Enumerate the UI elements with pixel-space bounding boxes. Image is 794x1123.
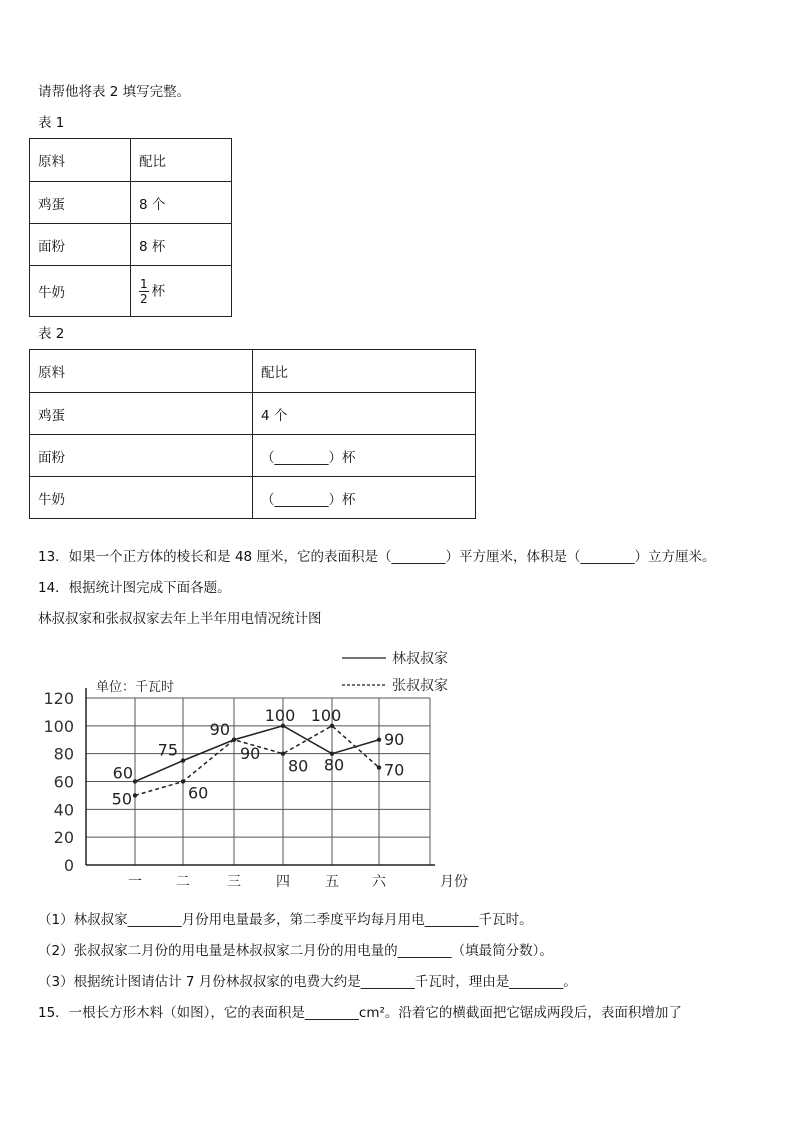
table2	[29, 349, 476, 519]
y-tick-label: 60	[53, 772, 74, 792]
table-cell: 面粉	[30, 224, 131, 266]
table-cell: 原料	[30, 139, 131, 182]
table-row	[30, 350, 476, 393]
table-cell: 鸡蛋	[30, 182, 131, 224]
table-cell: （________）杯	[253, 477, 476, 519]
question-14: 14．根据统计图完成下面各题。	[38, 580, 231, 596]
data-label: 100	[310, 705, 342, 725]
sub-question-2: （2）张叔叔家二月份的用电量是林叔叔家二月份的用电量的________（填最简分数）。	[38, 943, 553, 959]
data-point	[181, 779, 185, 783]
table2-caption: 表 2	[38, 326, 65, 342]
x-tick-label: 六	[372, 874, 386, 890]
unit-label: 单位：千瓦时	[96, 680, 175, 695]
x-axis-label: 月份	[440, 874, 468, 890]
data-label: 80	[323, 755, 345, 775]
y-tick-label: 0	[63, 856, 74, 875]
x-tick-label: 三	[227, 874, 241, 890]
x-tick-label: 一	[128, 874, 142, 890]
table-cell: 8 个	[131, 182, 232, 224]
data-label: 90	[240, 743, 261, 763]
data-label: 60	[112, 763, 133, 783]
table-cell: 8 杯	[131, 224, 232, 266]
chart-legend	[342, 650, 448, 694]
table-cell: 配比	[131, 139, 232, 182]
y-tick-label: 20	[53, 828, 74, 848]
data-point	[133, 779, 137, 783]
table-cell: （________）杯	[253, 435, 476, 477]
x-tick-label: 五	[325, 874, 339, 890]
table-row	[30, 139, 232, 182]
data-point	[133, 793, 137, 797]
table-row	[30, 266, 232, 317]
fraction	[139, 278, 149, 305]
table-cell: 牛奶	[30, 477, 253, 519]
data-point	[281, 751, 285, 755]
data-point	[181, 758, 185, 762]
table1-caption: 表 1	[38, 115, 65, 131]
data-label: 90	[384, 729, 405, 749]
chart-axes	[86, 688, 435, 865]
fraction-denominator: 2	[140, 291, 148, 306]
table-cell	[131, 266, 232, 317]
table-row	[30, 224, 232, 266]
intro-text: 请帮他将表 2 填写完整。	[38, 84, 191, 100]
data-label: 80	[288, 756, 309, 776]
x-tick-label: 四	[276, 874, 290, 890]
table-row	[30, 477, 476, 519]
chart-grid	[86, 698, 430, 865]
legend-label: 张叔叔家	[392, 678, 448, 694]
x-tick-label: 二	[176, 874, 190, 890]
y-tick-label: 40	[53, 800, 74, 820]
chart-labels	[43, 680, 468, 890]
table-row	[30, 182, 232, 224]
table-cell: 配比	[253, 350, 476, 393]
table-cell: 4 个	[253, 393, 476, 435]
data-label: 50	[111, 789, 132, 809]
y-tick-label: 80	[53, 744, 74, 764]
y-tick-label: 120	[43, 689, 74, 708]
table-cell: 原料	[30, 350, 253, 393]
data-point	[232, 738, 236, 742]
sub-question-1: （1）林叔叔家________月份用电量最多，第二季度平均每月用电________千瓦时。	[38, 912, 533, 928]
data-label: 60	[188, 783, 209, 803]
data-label: 70	[384, 760, 405, 780]
legend-label: 林叔叔家	[392, 651, 448, 667]
data-point	[377, 765, 381, 769]
table-cell: 面粉	[30, 435, 253, 477]
sub-question-3: （3）根据统计图请估计 7 月份林叔叔家的电费大约是________千瓦时，理由是________。	[38, 974, 577, 990]
question-13: 13．如果一个正方体的棱长和是 48 厘米，它的表面积是（________）平方厘米，体积是（________）立方厘米。	[38, 549, 716, 565]
table1	[29, 138, 232, 317]
table-cell: 牛奶	[30, 266, 131, 317]
data-label: 75	[157, 740, 178, 760]
fraction-numerator: 1	[140, 276, 148, 291]
question-15: 15．一根长方形木料（如图），它的表面积是________cm²。沿着它的横截面把它锯成两段后，表面积增加了	[38, 1005, 682, 1021]
table-row	[30, 435, 476, 477]
chart-caption: 林叔叔家和张叔叔家去年上半年用电情况统计图	[38, 611, 322, 627]
line-chart	[30, 640, 490, 898]
y-tick-label: 100	[43, 716, 74, 736]
data-label: 90	[209, 719, 230, 739]
data-point	[377, 738, 381, 742]
table-cell: 鸡蛋	[30, 393, 253, 435]
unit-text: 杯	[151, 283, 166, 299]
data-label: 100	[264, 705, 296, 725]
table-row	[30, 393, 476, 435]
